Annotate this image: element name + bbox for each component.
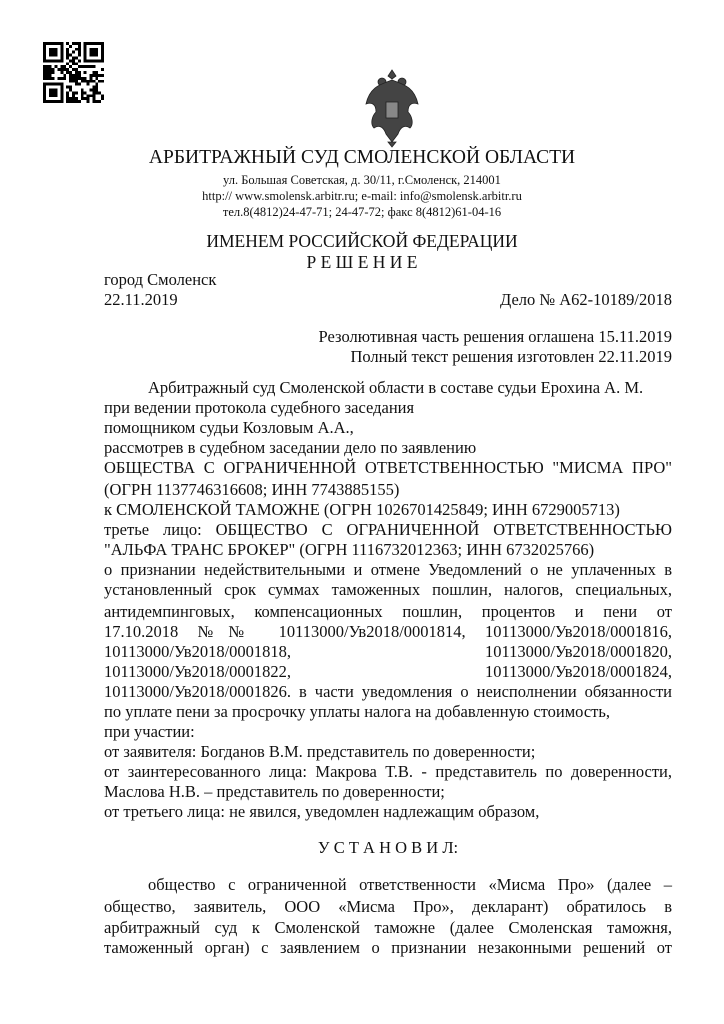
body-line: по уплате пени за просрочку уплаты налога на добавленную стоимость, — [104, 702, 611, 721]
body-line: установленный срок суммах таможенных пошлин, налогов, специальных, — [104, 580, 672, 599]
established-line: арбитражный суд к Смоленской таможне (далее Смоленская таможня, — [104, 918, 672, 937]
body-line: помощником судьи Козловым А.А., — [104, 418, 354, 437]
full-text-date: Полный текст решения изготовлен 22.11.2019 — [350, 347, 672, 366]
section-title: У С Т А Н О В И Л: — [317, 838, 459, 857]
established-line: общество, заявитель, ООО «Мисма Про», декларант) обратилось в — [104, 897, 672, 916]
body-line: при участии: — [104, 722, 195, 741]
coat-of-arms-emblem — [364, 68, 420, 148]
resolution-date: Резолютивная часть решения оглашена 15.11.2019 — [318, 327, 672, 346]
body-line: от третьего лица: не явился, уведомлен надлежащим образом, — [104, 802, 540, 821]
body-line: от заинтересованного лица: Макрова Т.В. - представитель по доверенности, — [104, 762, 672, 781]
established-line: общество с ограниченной ответственности «Мисма Про» (далее – — [148, 875, 672, 894]
date: 22.11.2019 — [104, 290, 178, 309]
body-line: от заявителя: Богданов В.М. представитель по доверенности; — [104, 742, 536, 761]
body-line: Маслова Н.В. – представитель по доверенности; — [104, 782, 445, 801]
title-line1: ИМЕНЕМ РОССИЙСКОЙ ФЕДЕРАЦИИ — [206, 231, 518, 251]
body-line: при ведении протокола судебного заседания — [104, 398, 415, 417]
body-line: рассмотрев в судебном заседании дело по заявлению — [104, 438, 477, 457]
court-name: АРБИТРАЖНЫЙ СУД СМОЛЕНСКОЙ ОБЛАСТИ — [148, 147, 576, 168]
city: город Смоленск — [104, 270, 217, 289]
body-line: Арбитражный суд Смоленской области в составе судьи Ерохина А. М. — [148, 378, 644, 397]
body-line: 10113000/Ув2018/0001818, 10113000/Ув2018/0001820, — [104, 642, 672, 661]
body-line: антидемпинговых, компенсационных пошлин, процентов и пени от — [104, 602, 672, 621]
body-line: о признании недействительными и отмене Уведомлений о не уплаченных в — [104, 560, 672, 579]
body-line: "АЛЬФА ТРАНС БРОКЕР" (ОГРН 1116732012363; ИНН 6732025766) — [104, 540, 595, 559]
body-line: 10113000/Ув2018/0001826. в части уведомления о неисполнении обязанности — [104, 682, 672, 701]
title-line2: Р Е Ш Е Н И Е — [306, 252, 418, 272]
body-line: 17.10.2018 №№ 10113000/Ув2018/0001814, 10113000/Ув2018/0001816, — [104, 622, 672, 641]
body-line: (ОГРН 1137746316608; ИНН 7743885155) — [104, 480, 400, 499]
body-line: ОБЩЕСТВА С ОГРАНИЧЕННОЙ ОТВЕТСТВЕННОСТЬЮ "МИСМА ПРО" — [104, 458, 672, 477]
body-line: третье лицо: ОБЩЕСТВО С ОГРАНИЧЕННОЙ ОТВЕТСТВЕННОСТЬЮ — [104, 520, 672, 539]
court-web: http:// www.smolensk.arbitr.ru; e-mail: info@smolensk.arbitr.ru — [202, 189, 522, 203]
court-phones: тел.8(4812)24-47-71; 24-47-72; факс 8(4812)61-04-16 — [222, 205, 502, 219]
qr-code — [43, 42, 104, 103]
established-line: таможенный орган) с заявлением о признании незаконными решений от — [104, 938, 672, 957]
body-line: к СМОЛЕНСКОЙ ТАМОЖНЕ (ОГРН 1026701425849; ИНН 6729005713) — [104, 500, 620, 519]
court-address: ул. Большая Советская, д. 30/11, г.Смоленск, 214001 — [223, 173, 501, 187]
case-number: Дело № А62-10189/2018 — [499, 290, 672, 309]
body-line: 10113000/Ув2018/0001822, 10113000/Ув2018/0001824, — [104, 662, 672, 681]
